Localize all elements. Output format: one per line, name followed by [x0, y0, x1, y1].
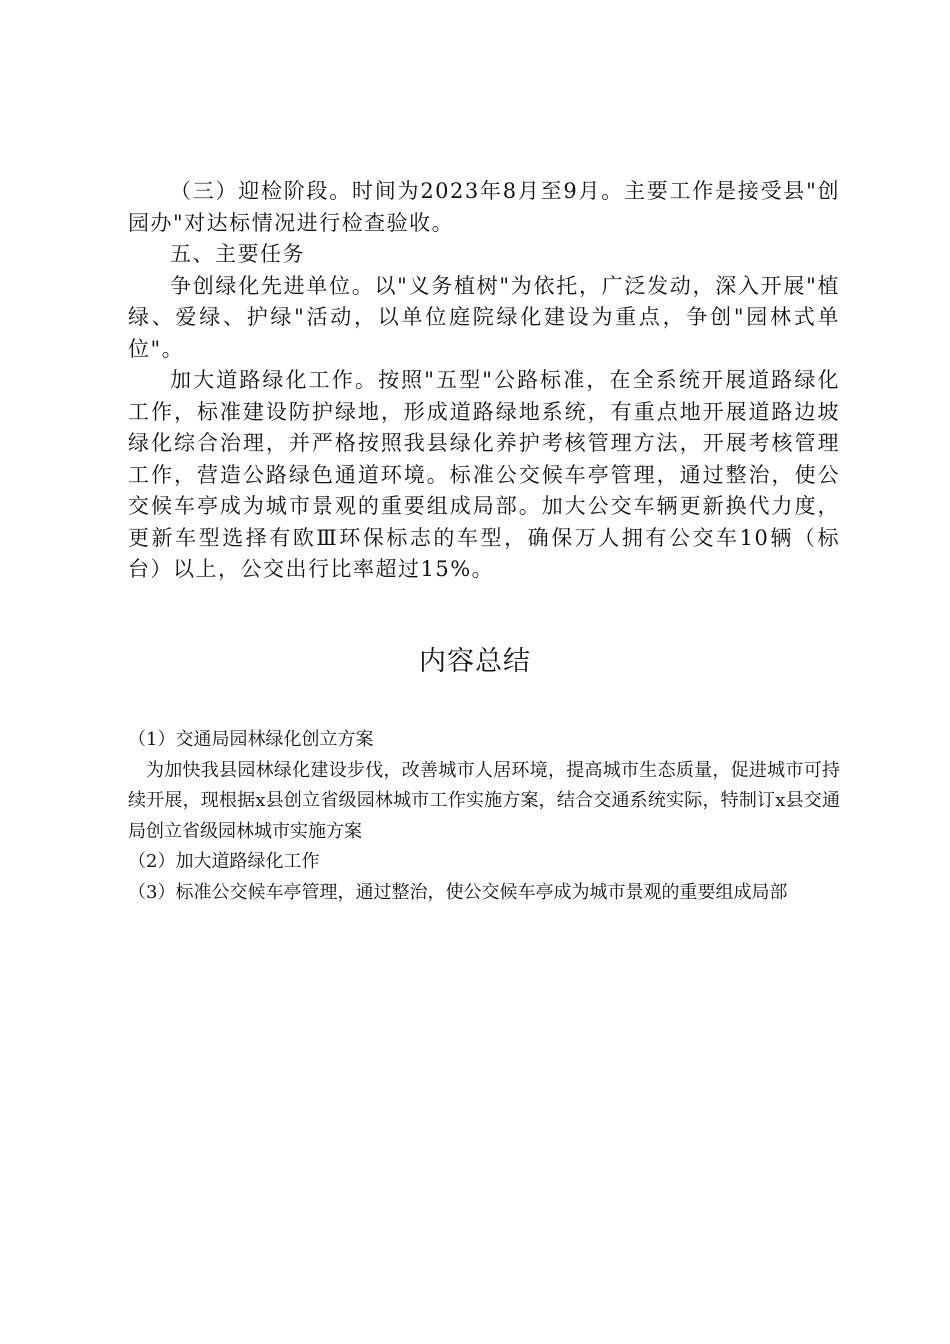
summary-item-3: （3）标准公交候车亭管理，通过整治，使公交候车亭成为城市景观的重要组成局部: [128, 881, 788, 903]
summary-title: 内容总结: [419, 646, 531, 677]
paragraph-green-units: 争创绿化先进单位。以"义务植树"为依托，广泛发动，深入开展"植绿、爱绿、护绿"活动，以单位庭院绿化建设为重点，争创"园林式单位"。: [128, 273, 840, 361]
paragraph-road-greening: 加大道路绿化工作。按照"五型"公路标准，在全系统开展道路绿化工作，标准建设防护绿地，形成道路绿地系统，有重点地开展道路边坡绿化综合治理，并严格按照我县绿化养护考核管理方法，开展考核管理工作，营造公路绿色通道环境。标准公交候车亭管理，通过整治，使公交候车亭成为城市景观的重要组成局部。加大公交车辆更新换代力度，更新车型选择有欧Ⅲ环保标志的车型，确保万人拥有公交车10辆（标台）以上，公交出行比率超过15%。: [128, 368, 840, 581]
summary-item-1-heading: （1）交通局园林绿化创立方案: [128, 729, 374, 750]
paragraph-inspection-stage: （三）迎检阶段。时间为2023年8月至9月。主要工作是接受县"创园办"对达标情况进行检查验收。: [128, 179, 840, 235]
section-heading-main-tasks: 五、主要任务: [170, 242, 305, 266]
summary-item-1-text: 为加快我县园林绿化建设步伐，改善城市人居环境，提高城市生态质量，促进城市可持续开展，现根据x县创立省级园林城市工作实施方案，结合交通系统实际，特制订x县交通局创立省级园林城市实施方案: [128, 759, 840, 842]
summary-body: [128, 725, 840, 908]
document-body: [128, 176, 840, 586]
summary-item-2: （2）加大道路绿化工作: [128, 851, 320, 872]
